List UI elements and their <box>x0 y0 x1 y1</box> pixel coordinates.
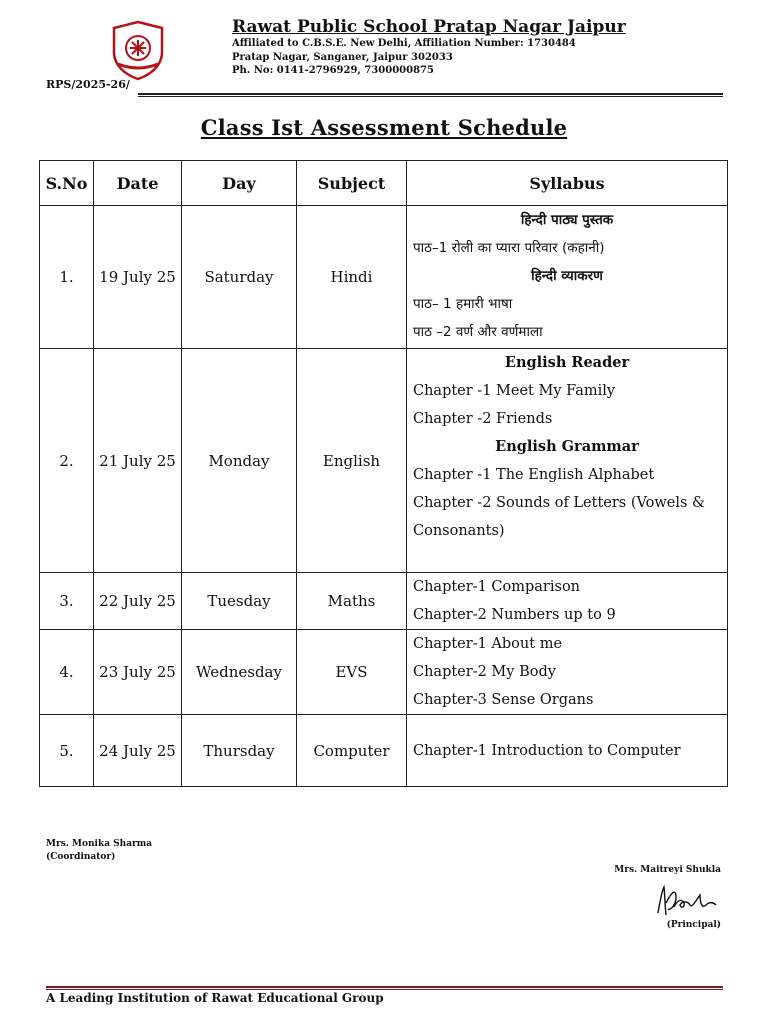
cell-subject: Hindi <box>297 206 407 349</box>
cell-day: Tuesday <box>182 573 297 630</box>
cell-sno: 4. <box>40 630 94 715</box>
footer-divider <box>46 986 723 988</box>
syllabus-item: Chapter -2 Sounds of Letters (Vowels & <box>413 495 705 511</box>
address-line: Pratap Nagar, Sanganer, Jaipur 302033 <box>232 52 453 63</box>
syllabus-item: Chapter -2 Friends <box>413 411 553 427</box>
cell-syllabus <box>407 630 728 715</box>
cell-day: Wednesday <box>182 630 297 715</box>
page-title: Class Ist Assessment Schedule <box>200 115 568 140</box>
syllabus-item: Chapter -1 The English Alphabet <box>413 467 655 483</box>
header-divider <box>138 93 723 95</box>
cell-subject: Computer <box>297 715 407 787</box>
schedule-body <box>40 206 728 787</box>
cell-subject: English <box>297 349 407 573</box>
cell-subject: EVS <box>297 630 407 715</box>
affiliation-line: Affiliated to C.B.S.E. New Delhi, Affiliation Number: 1730484 <box>232 38 576 49</box>
syllabus-item: Chapter-2 Numbers up to 9 <box>413 607 616 623</box>
syllabus-item: Chapter -1 Meet My Family <box>413 383 616 399</box>
table-row <box>40 206 728 349</box>
coordinator-block <box>46 838 152 864</box>
syllabus-item: पाठ– 1 हमारी भाषा <box>413 296 513 312</box>
footer-text: A Leading Institution of Rawat Educational Group <box>46 991 384 1005</box>
syllabus-item: Chapter-1 Comparison <box>413 579 581 595</box>
cell-day: Saturday <box>182 206 297 349</box>
cell-date: 22 July 25 <box>94 573 182 630</box>
school-name: Rawat Public School Pratap Nagar Jaipur <box>232 17 626 37</box>
syllabus-heading: English Grammar <box>495 438 639 455</box>
table-row <box>40 573 728 630</box>
reference-number: RPS/2025-26/ <box>46 78 130 91</box>
cell-date: 23 July 25 <box>94 630 182 715</box>
column-header-sno: S.No <box>40 161 94 206</box>
coordinator-title: (Coordinator) <box>46 852 116 862</box>
syllabus-heading: English Reader <box>504 354 630 371</box>
cell-sno: 3. <box>40 573 94 630</box>
table-row <box>40 630 728 715</box>
footer-divider-thin <box>46 989 723 990</box>
cell-subject: Maths <box>297 573 407 630</box>
column-header-syllabus: Syllabus <box>407 161 728 206</box>
cell-syllabus <box>407 349 728 573</box>
column-header-day: Day <box>182 161 297 206</box>
syllabus-item: Chapter-1 About me <box>413 636 563 652</box>
cell-syllabus <box>407 573 728 630</box>
cell-date: 19 July 25 <box>94 206 182 349</box>
coordinator-name: Mrs. Monika Sharma <box>46 839 153 849</box>
table-header-row <box>40 161 728 206</box>
syllabus-item: पाठ–1 रोली का प्यारा परिवार (कहानी) <box>413 240 605 256</box>
syllabus-item: Chapter-2 My Body <box>413 664 556 680</box>
cell-syllabus <box>407 715 728 787</box>
syllabus-heading: हिन्दी व्याकरण <box>531 268 603 284</box>
cell-sno: 2. <box>40 349 94 573</box>
syllabus-item: Chapter-3 Sense Organs <box>413 692 594 708</box>
column-header-date: Date <box>94 161 182 206</box>
principal-name: Mrs. Maitreyi Shukla <box>614 865 721 875</box>
cell-sno: 1. <box>40 206 94 349</box>
principal-title: (Principal) <box>666 920 721 930</box>
table-row <box>40 349 728 573</box>
header-divider-thin <box>138 96 723 97</box>
syllabus-heading: हिन्दी पाठ्य पुस्तक <box>520 212 614 228</box>
syllabus-item: Chapter-1 Introduction to Computer <box>413 742 681 759</box>
cell-sno: 5. <box>40 715 94 787</box>
cell-date: 21 July 25 <box>94 349 182 573</box>
syllabus-item: पाठ –2 वर्ण और वर्णमाला <box>413 324 543 340</box>
schedule-table <box>39 160 728 787</box>
cell-date: 24 July 25 <box>94 715 182 787</box>
cell-day: Monday <box>182 349 297 573</box>
column-header-subject: Subject <box>297 161 407 206</box>
syllabus-item: Consonants) <box>413 523 505 539</box>
cell-syllabus <box>407 206 728 349</box>
table-row <box>40 715 728 787</box>
principal-signature-icon <box>654 883 720 919</box>
phone-line: Ph. No: 0141-2796929, 7300000875 <box>232 65 434 76</box>
school-logo-icon <box>106 18 170 82</box>
cell-day: Thursday <box>182 715 297 787</box>
